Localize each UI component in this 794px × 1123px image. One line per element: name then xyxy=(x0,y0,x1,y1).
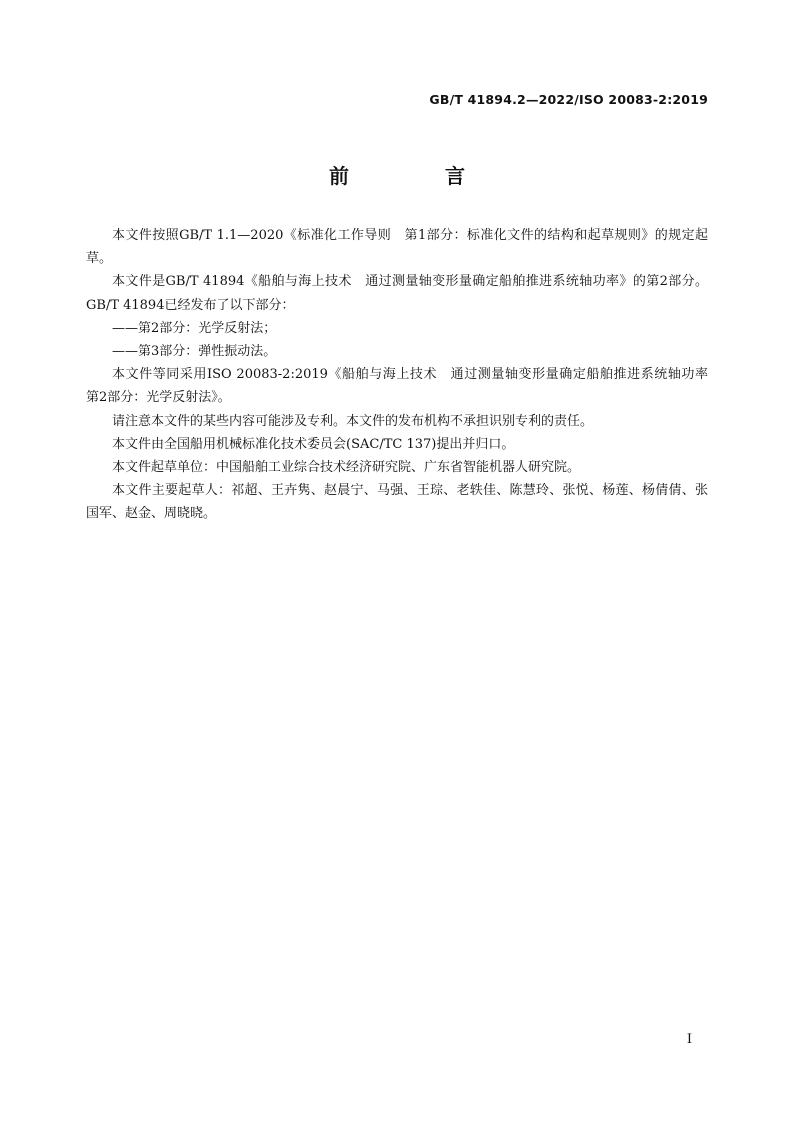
page-title: 前 言 xyxy=(329,164,503,188)
page-number: I xyxy=(686,1032,692,1047)
paragraph-drafting-rules: 本文件按照GB/T 1.1—2020《标准化工作导则 第1部分：标准化文件的结构和起草规则》的规定起草。 xyxy=(86,228,708,267)
paragraph-iso-adoption: 本文件等同采用ISO 20083-2:2019《船舶与海上技术 通过测量轴变形量确定船舶推进系统轴功率 第2部分：光学反射法》。 xyxy=(86,367,722,406)
paragraph-series-parts: 本文件是GB/T 41894《船舶与海上技术 通过测量轴变形量确定船舶推进系统轴功率》的第2部分。GB/T 41894已经发布了以下部分： xyxy=(86,274,708,313)
foreword-body xyxy=(86,224,722,526)
list-item-part-3: ——第3部分：弹性振动法。 xyxy=(112,344,277,360)
paragraph-patent-notice: 请注意本文件的某些内容可能涉及专利。本文件的发布机构不承担识别专利的责任。 xyxy=(112,413,594,429)
standard-code: GB/T 41894.2—2022/ISO 20083-2:2019 xyxy=(429,92,708,107)
paragraph-drafters: 本文件主要起草人：祁超、王卉隽、赵晨宁、马强、王琮、老轶佳、陈慧玲、张悦、杨莲、杨倩倩、张国军、赵金、周晓晓。 xyxy=(86,483,708,522)
paragraph-drafting-units: 本文件起草单位：中国船舶工业综合技术经济研究院、广东省智能机器人研究院。 xyxy=(112,460,581,476)
list-item-part-2: ——第2部分：光学反射法； xyxy=(112,320,277,336)
paragraph-proposer: 本文件由全国船用机械标准化技术委员会(SAC/TC 137)提出并归口。 xyxy=(112,436,515,452)
